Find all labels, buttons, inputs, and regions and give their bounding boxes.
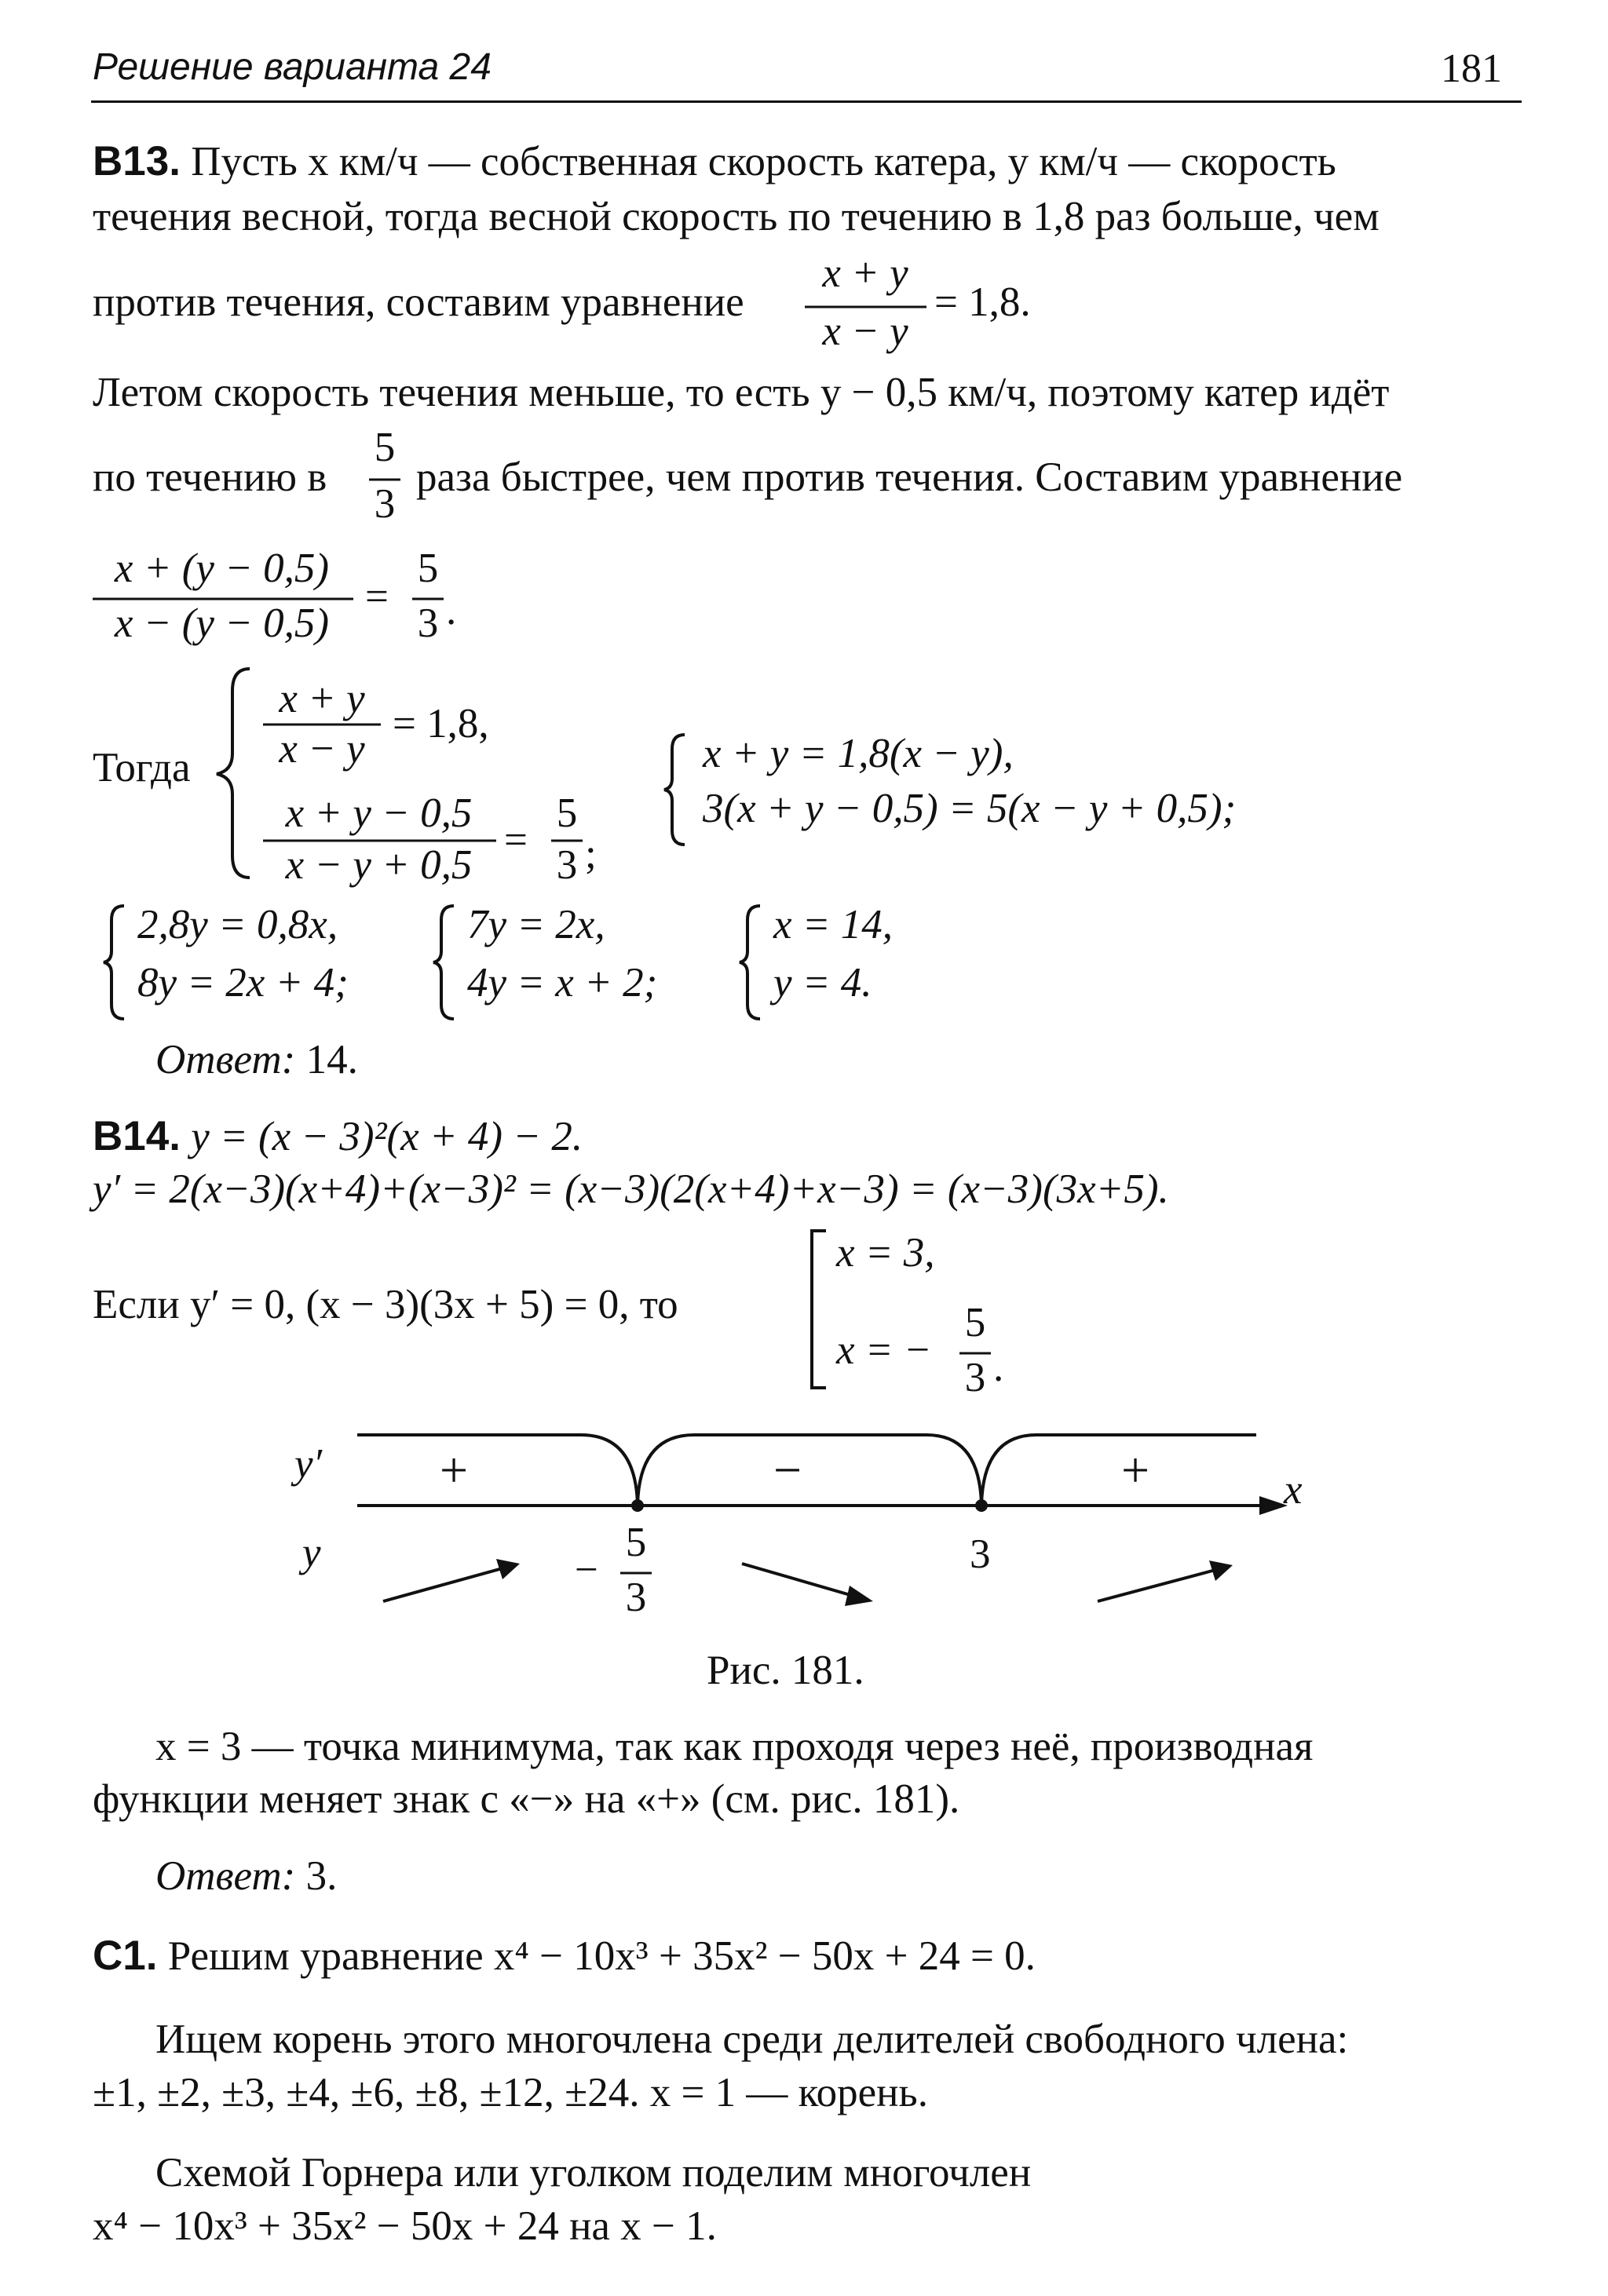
- critical-point-2: [975, 1499, 988, 1512]
- eq1-numerator: x + y: [822, 250, 908, 296]
- increasing-arrow-1-head: [496, 1559, 520, 1579]
- b13-label: В13.: [93, 138, 181, 184]
- increasing-arrow-1: [383, 1568, 502, 1601]
- b13-line-3: против течения, составим уравнение: [93, 279, 744, 325]
- sys3-eq2: 8y = 2x + 4;: [137, 960, 349, 1006]
- b14-conclusion-2: функции меняет знак с «−» на «+» (см. рис. 181).: [93, 1776, 960, 1822]
- sys1-eq2-semicolon: ;: [585, 831, 597, 877]
- b14-answer-label: Ответ:: [155, 1853, 296, 1899]
- b13-answer-label: Ответ:: [155, 1037, 296, 1082]
- fig-sign-2: −: [773, 1442, 802, 1498]
- b13-answer-value: 14.: [305, 1037, 358, 1082]
- frac-5-3-denominator: 3: [374, 481, 396, 527]
- b13-line-4: Летом скорость течения меньше, то есть y − 0,5 км/ч, поэтому катер идёт: [93, 370, 1390, 415]
- eq2-denominator: x − (y − 0,5): [114, 600, 330, 646]
- c1-label: С1.: [93, 1933, 158, 1979]
- axis-arrowhead: [1259, 1496, 1288, 1515]
- fig-point-2: 3: [970, 1531, 991, 1577]
- sys3-brace: [104, 906, 124, 1019]
- sys4-brace: [433, 906, 454, 1019]
- running-header-title: Решение варианта 24: [93, 46, 492, 88]
- sys1-eq1-numerator: x + y: [279, 676, 365, 721]
- c1-line-4: Схемой Горнера или уголком поделим многочлен: [155, 2150, 1032, 2196]
- increasing-arrow-2-head: [1209, 1560, 1233, 1581]
- eq1-denominator: x − y: [822, 308, 908, 354]
- b14-root-2-lhs: x = −: [836, 1327, 932, 1373]
- b14-root-2-denominator: 3: [964, 1355, 986, 1400]
- b14-label: В14.: [93, 1113, 181, 1159]
- fig-y-prime-label: y′: [294, 1441, 323, 1487]
- togda-label: Тогда: [93, 745, 191, 790]
- derivative-sign-curve: [357, 1435, 1256, 1506]
- b13-line-1-text: Пусть x км/ч — собственная скорость катера, y км/ч — скорость: [191, 139, 1336, 184]
- critical-point-1: [631, 1499, 644, 1512]
- sys1-eq1-rhs: = 1,8,: [393, 701, 489, 746]
- sys1-eq2-rhs-denominator: 3: [556, 842, 578, 888]
- eq2-numerator: x + (y − 0,5): [114, 546, 330, 591]
- sys2-brace: [664, 735, 685, 845]
- roots-bracket: [812, 1231, 826, 1388]
- fig-point-1-denominator: 3: [625, 1575, 647, 1620]
- sys2-eq2: 3(x + y − 0,5) = 5(x − y + 0,5);: [703, 786, 1237, 831]
- sys1-eq2-rhs-numerator: 5: [556, 790, 578, 836]
- sys5-eq2: y = 4.: [773, 960, 872, 1006]
- b14-function: y = (x − 3)²(x + 4) − 2.: [191, 1114, 583, 1159]
- b14-derivative: y′ = 2(x−3)(x+4)+(x−3)² = (x−3)(2(x+4)+x−3) = (x−3)(3x+5).: [93, 1166, 1169, 1212]
- sys1-eq1-denominator: x − y: [279, 726, 365, 772]
- fig-point-1-minus: −: [575, 1547, 598, 1593]
- b14-if-text: Если y′ = 0, (x − 3)(3x + 5) = 0, то: [93, 1282, 678, 1327]
- frac-5-3-numerator: 5: [374, 425, 396, 470]
- sys1-eq2-denominator: x − y + 0,5: [285, 842, 473, 888]
- c1-line-5: x⁴ − 10x³ + 35x² − 50x + 24 на x − 1.: [93, 2203, 717, 2249]
- b14-root-2-numerator: 5: [964, 1300, 986, 1345]
- sys4-eq2: 4y = x + 2;: [467, 960, 658, 1006]
- c1-line-3: ±1, ±2, ±3, ±4, ±6, ±8, ±12, ±24. x = 1 — корень.: [93, 2070, 928, 2115]
- eq2-rhs-numerator: 5: [417, 546, 439, 591]
- fig-point-1-numerator: 5: [625, 1520, 647, 1565]
- fig-sign-3: +: [1121, 1442, 1150, 1498]
- increasing-arrow-2: [1098, 1570, 1215, 1601]
- decreasing-arrow: [742, 1564, 856, 1597]
- fig-caption: Рис. 181.: [707, 1648, 864, 1693]
- fig-sign-1: +: [440, 1442, 469, 1498]
- b14-conclusion-1: x = 3 — точка минимума, так как проходя через неё, производная: [155, 1724, 1314, 1769]
- b13-line-5b: раза быстрее, чем против течения. Составим уравнение: [416, 454, 1403, 500]
- sys5-brace: [740, 906, 760, 1019]
- eq2-rhs-denominator: 3: [417, 600, 439, 646]
- fig-y-label: y: [302, 1530, 321, 1575]
- b13-line-2: течения весной, тогда весной скорость по течению в 1,8 раз больше, чем: [93, 194, 1380, 239]
- b14-root-2-period: .: [993, 1345, 1004, 1390]
- fig-x-label: x: [1284, 1467, 1303, 1513]
- sys1-eq2-equals: =: [504, 817, 528, 863]
- sys1-eq2-numerator: x + y − 0,5: [285, 790, 473, 836]
- b14-answer-value: 3.: [305, 1853, 338, 1899]
- eq1-rhs: = 1,8.: [934, 279, 1031, 325]
- sys5-eq1: x = 14,: [773, 902, 894, 947]
- b14-root-1: x = 3,: [836, 1230, 935, 1276]
- eq2-period: .: [446, 588, 457, 633]
- b13-line-5a: по течению в: [93, 454, 327, 500]
- eq2-equals: =: [365, 574, 389, 619]
- sys4-eq1: 7y = 2x,: [467, 902, 605, 947]
- page-number: 181: [1441, 46, 1502, 91]
- c1-line-1-text: Решим уравнение x⁴ − 10x³ + 35x² − 50x + 24 = 0.: [167, 1933, 1036, 1979]
- decreasing-arrow-head: [845, 1586, 873, 1606]
- sys2-eq1: x + y = 1,8(x − y),: [703, 731, 1014, 776]
- sys1-brace: [217, 669, 250, 878]
- c1-line-2: Ищем корень этого многочлена среди делителей свободного члена:: [155, 2017, 1349, 2062]
- sys3-eq1: 2,8y = 0,8x,: [137, 902, 338, 947]
